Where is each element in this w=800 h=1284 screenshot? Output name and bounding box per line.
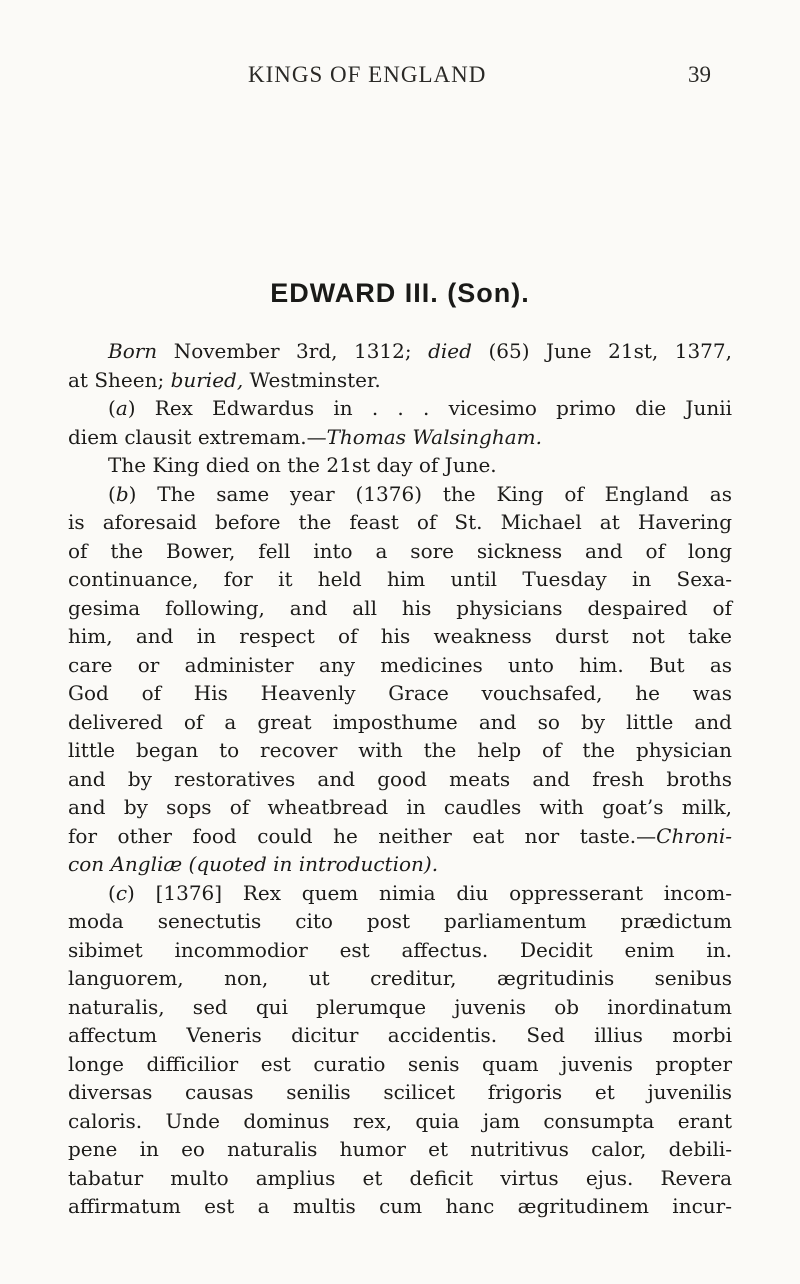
body-text [68,337,732,1221]
text-line [68,1135,732,1164]
italic-text: a [115,396,128,420]
text-line [68,1192,732,1221]
text-run: November 3rd, 1312; [157,339,429,363]
text-run: diem clausit extremam.— [68,424,327,449]
text-run: (65) June 21st, 1377, [471,339,732,363]
text-line [68,565,732,594]
text-line [68,822,732,851]
text-line [68,537,732,566]
text-line [68,765,732,794]
text-line [68,366,732,395]
text-line [68,964,732,993]
text-line [68,594,732,623]
text-line [68,679,732,708]
text-line [68,337,732,366]
text-run: longe difficilior est curatio senis quam juvenis propter [68,1051,732,1076]
page-number: 39 [688,62,711,87]
text-line [68,793,732,822]
text-line [68,993,732,1022]
text-run: ) Rex Edwardus in . . . vicesimo primo die Junii [127,396,732,420]
text-run: gesima following, and all his physicians despaired of [68,595,732,620]
italic-text: died [428,339,472,363]
text-line [68,907,732,936]
text-run: ( [108,880,116,905]
text-run: naturalis, sed qui plerumque juvenis ob inordinatum [68,994,732,1019]
text-run: ( [108,481,116,506]
text-run: caloris. Unde dominus rex, quia jam consumpta erant [68,1108,732,1133]
text-run: ( [108,396,116,420]
running-head [0,62,800,92]
text-run: The King died on the 21st day of June. [108,453,497,477]
text-run: and by restoratives and good meats and fresh broths [68,766,732,791]
text-run: Westminster. [243,367,381,392]
text-run: and by sops of wheatbread in caudles with goat’s milk, [68,795,732,819]
italic-text: buried, [170,367,244,392]
text-run: languorem, non, ut creditur, ægritudinis senibus [68,966,732,990]
text-run: tabatur multo amplius et deficit virtus ejus. Revera [68,1165,732,1190]
italic-text: b [115,481,129,506]
text-line [68,1107,732,1136]
text-line [68,879,732,908]
text-line [68,508,732,537]
text-run: diversas causas senilis scilicet frigoris et juvenilis [68,1080,732,1104]
text-line [68,1050,732,1079]
section-heading: EDWARD III. (Son). [270,278,530,308]
text-line [68,708,732,737]
italic-text: con Angliæ (quoted in introduction). [68,852,439,876]
text-line [68,622,732,651]
text-line [68,480,732,509]
running-title: KINGS OF ENGLAND [248,62,487,87]
text-line [68,1164,732,1193]
text-run: care or administer any medicines unto him. But as [68,652,732,677]
text-run: for other food could he neither eat nor taste.— [68,823,657,848]
text-run: at Sheen; [68,367,171,392]
text-line [68,651,732,680]
italic-text: c [115,880,128,905]
text-run: of the Bower, fell into a sore sickness and of long [68,538,732,563]
text-line [68,936,732,965]
italic-text: Chroni- [656,823,732,848]
text-run: is aforesaid before the feast of St. Michael at Havering [68,510,732,534]
text-run: pene in eo naturalis humor et nutritivus calor, debili- [68,1137,732,1161]
text-run: continuance, for it held him until Tuesday in Sexa- [68,567,732,591]
text-run: little began to recover with the help of the physician [68,738,732,762]
text-line [68,1078,732,1107]
text-line [68,736,732,765]
text-line [68,850,732,879]
text-line [68,423,732,452]
text-run: ) [1376] Rex quem nimia diu oppresserant incom- [127,880,732,905]
text-run: affirmatum est a multis cum hanc ægritudinem incur- [68,1194,732,1218]
text-line [68,394,732,423]
text-run: him, and in respect of his weakness durst not take [68,624,732,648]
text-run: sibimet incommodior est affectus. Decidit enim in. [68,937,732,962]
italic-text: Born [108,339,158,363]
text-line [68,451,732,480]
text-run: God of His Heavenly Grace vouchsafed, he was [68,681,732,705]
text-line [68,1021,732,1050]
text-run: moda senectutis cito post parliamentum prædictum [68,909,732,933]
text-run: affectum Veneris dicitur accidentis. Sed illius morbi [68,1023,732,1047]
text-run: ) The same year (1376) the King of England as [128,481,732,506]
text-run: delivered of a great imposthume and so by little and [68,709,732,734]
italic-text: Thomas Walsingham. [326,424,542,449]
